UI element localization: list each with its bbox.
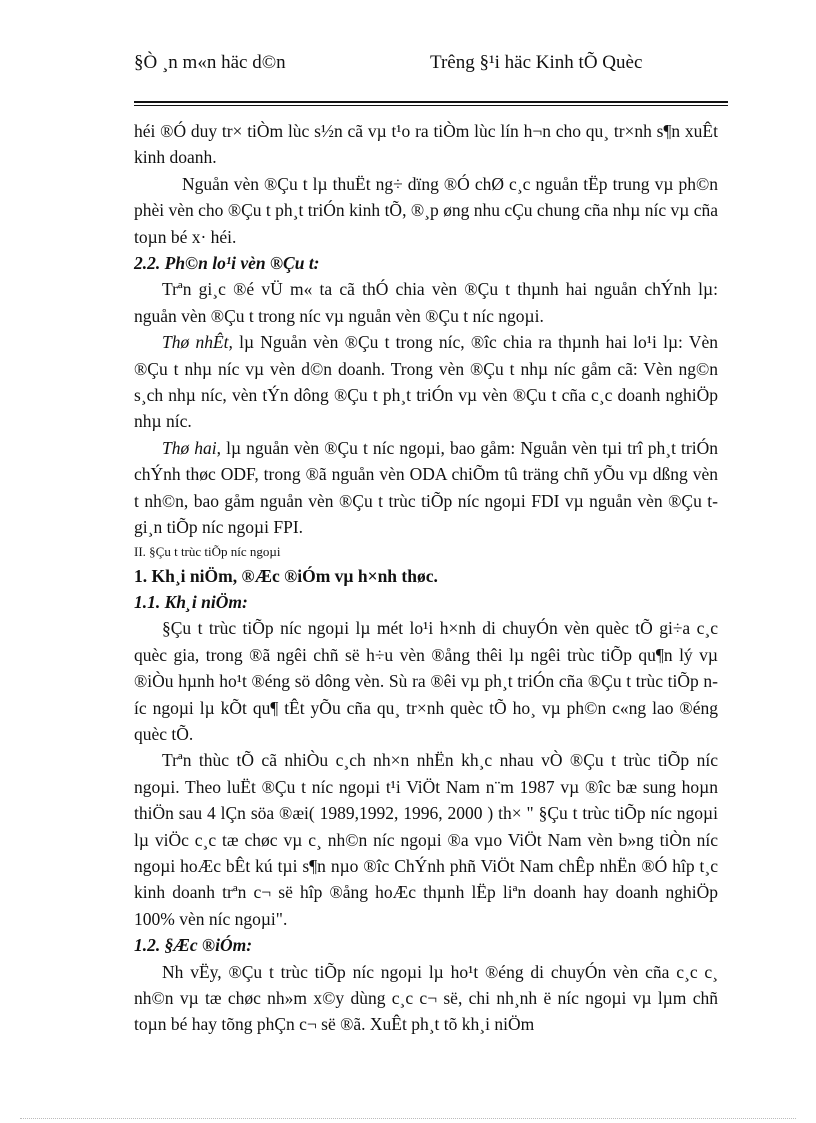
header-right-title: Trêng §¹i häc Kinh tÕ Quèc: [430, 52, 643, 73]
heading-1: 1. Kh¸i niÖm, ®Æc ®iÓm vµ h×nh thøc.: [134, 565, 438, 586]
paragraph-5: [134, 435, 718, 541]
paragraph-6: §Çu t trùc tiÕp níc ngoµi lµ mét lo¹i h×nh di chuyÓn vèn quèc tÕ gi÷a c¸c quèc gia, trong ®ã ngêi chñ së h÷u vèn ®ång thêi lµ ngêi trùc tiÕp qu¶n lý vµ ®iÒu hµnh ho¹t ®éng sö dông vèn. Sù ra ®êi vµ ph¸t triÓn cña ®Çu t trùc tiÕp níc ngoµi lµ kÕt qu¶ tÊt yÕu cña qu¸ tr×nh quèc tÕ ho¸ vµ ph©n c«ng lao ®éng quèc tÕ.: [134, 618, 718, 744]
header-rule-thick: [134, 101, 728, 103]
document-body: [134, 118, 718, 1038]
paragraph-4: [134, 329, 718, 435]
heading-1-1: 1.1. Kh¸i niÖm:: [134, 591, 248, 612]
heading-2-2: 2.2. Ph©n lo¹i vèn ®Çu t:: [134, 253, 320, 274]
header-rule-thin: [134, 105, 728, 106]
paragraph-4-text: lµ Nguån vèn ®Çu t trong níc, ®îc chia ra thµnh hai lo¹i lµ: Vèn ®Çu t nhµ níc vµ vèn d©n doanh. Trong vèn ®Çu t nhµ níc gåm cã: Vèn ng©n s¸ch nhµ níc, vèn tÝn dông ®Çu t ph¸t triÓn vµ vèn ®Çu t cña c¸c doanh nghiÖp nhµ níc.: [134, 332, 718, 432]
paragraph-8: Nh vËy, ®Çu t trùc tiÕp níc ngoµi lµ ho¹t ®éng di chuyÓn vèn cña c¸c c¸ nh©n vµ tæ chøc nh»m x©y dùng c¸c c¬ së, chi nh¸nh ë níc ngoµi vµ lµm chñ toµn bé hay tõng phÇn c¬ së ®ã. XuÊt ph¸t tõ kh¸i niÖm: [134, 961, 718, 1035]
heading-section-II: II. §Çu t trùc tiÕp níc ngoµi: [134, 543, 281, 559]
header-left-title: §Ò ¸n m«n häc d©n: [134, 52, 286, 73]
page-bottom-divider: [20, 1118, 796, 1119]
paragraph-3: Trªn gi¸c ®é vÜ m« ta cã thÓ chia vèn ®Çu t thµnh hai nguån chÝnh lµ: nguån vèn ®Çu t trong níc vµ nguån vèn ®Çu t níc ngoµi.: [134, 279, 718, 326]
paragraph-1: héi ®Ó duy tr× tiÒm lùc s½n cã vµ t¹o ra tiÒm lùc lín h¬n cho qu¸ tr×nh s¶n xuÊt kinh doanh.: [134, 121, 718, 168]
paragraph-5-lead: Thø hai: [162, 437, 217, 458]
paragraph-2: Nguån vèn ®Çu t lµ thuËt ng÷ dïng ®Ó chØ c¸c nguån tËp trung vµ ph©n phèi vèn cho ®Çu t ph¸t triÓn kinh tÕ, ®¸p øng nhu cÇu chung cña nhµ níc vµ cña toµn bé x· héi.: [134, 173, 718, 247]
paragraph-7: Trªn thùc tÕ cã nhiÒu c¸ch nh×n nhËn kh¸c nhau vÒ ®Çu t trùc tiÕp níc ngoµi. Theo luËt ®Çu t níc ngoµi t¹i ViÖt Nam n¨m 1987 vµ ®îc bæ sung hoµn thiÖn sau 4 lÇn söa ®æi( 1989,1992, 1996, 2000 ) th× " §Çu t trùc tiÕp níc ngoµi lµ viÖc c¸c tæ chøc vµ c¸ nh©n níc ngoµi ®a vµo ViÖt Nam vèn b»ng tiÒn níc ngoµi hoÆc bÊt kú tµi s¶n nµo ®îc ChÝnh phñ ViÖt Nam chÊp nhËn ®Ó hîp t¸c kinh doanh trªn c¬ së hîp ®ång hoÆc thµnh lËp liªn doanh hay doanh nghiÖp 100% vèn níc ngoµi".: [134, 750, 718, 929]
paragraph-5-text: , lµ nguån vèn ®Çu t níc ngoµi, bao gåm: Nguån vèn tµi trî ph¸t triÓn chÝnh thøc ODF, trong ®ã nguån vèn ODA chiÕm tû träng chñ yÕu vµ dßng vèn t nh©n, bao gåm nguån vèn ®Çu t trùc tiÕp níc ngoµi FDI vµ nguån vèn ®Çu t gi¸n tiÕp níc ngoµi FPI.: [134, 437, 718, 538]
paragraph-4-lead: Thø nhÊt,: [162, 332, 233, 353]
heading-1-2: 1.2. §Æc ®iÓm:: [134, 935, 253, 956]
